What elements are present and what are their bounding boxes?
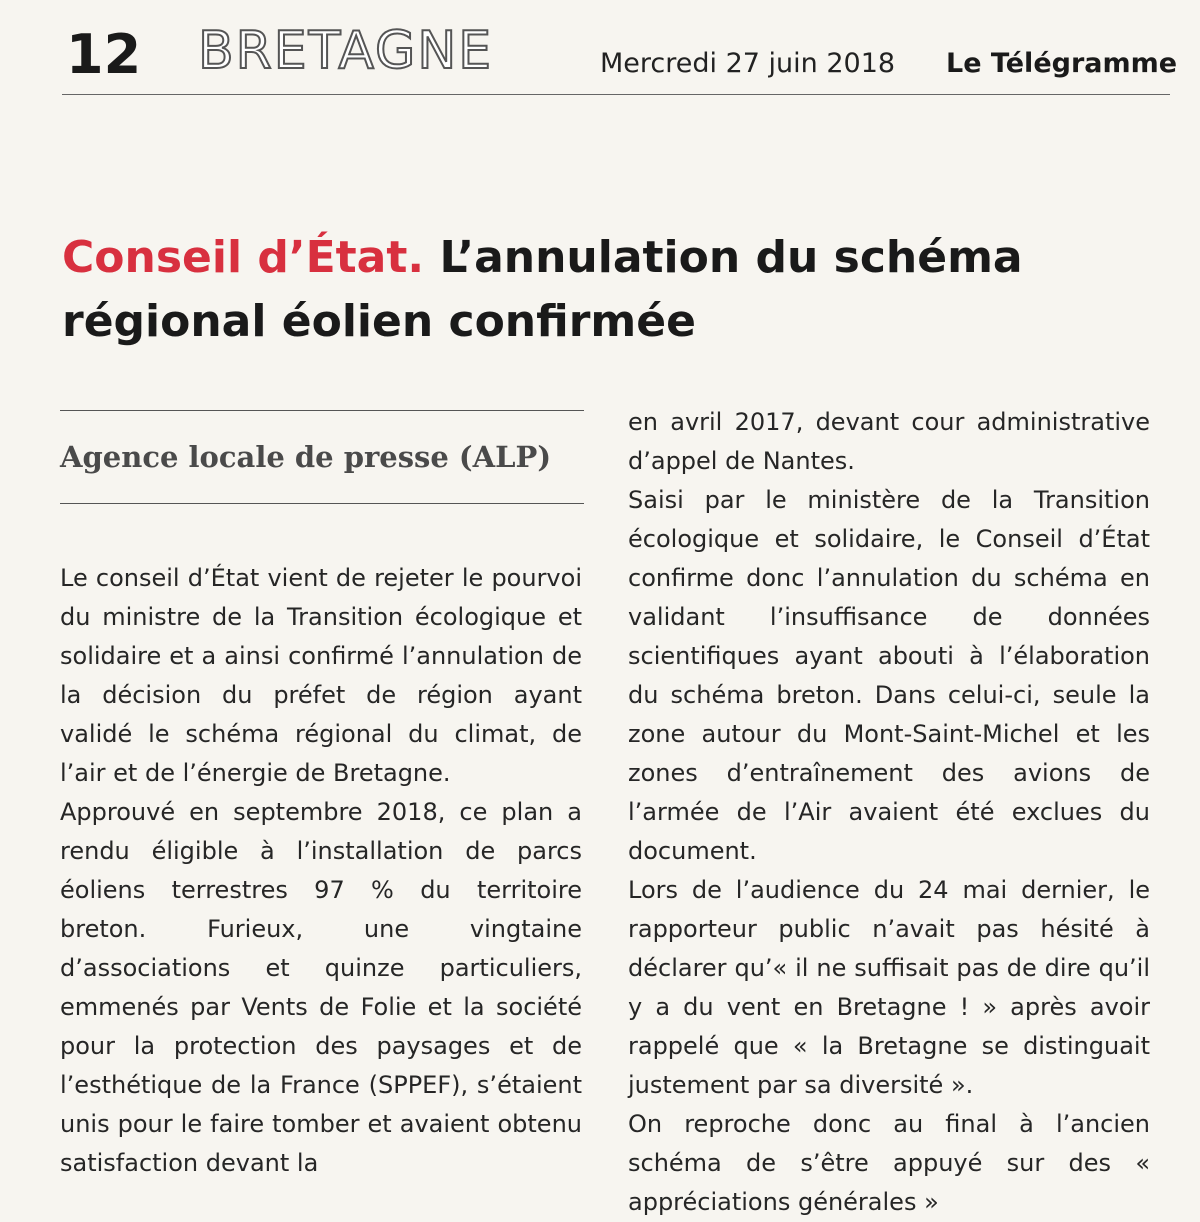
section-name: BRETAGNE — [198, 21, 494, 81]
issue-date: Mercredi 27 juin 2018 — [600, 48, 896, 79]
page-number: 12 — [66, 23, 142, 86]
paragraph: Approuvé en septembre 2018, ce plan a rendu éligible à l’installation de parcs éoliens terrestres 97 % du territoire breton. Furieux, une vingtaine d’associations et quinze particuliers, emmenés par Vents de Folie et la société pour la protection des paysages et de l’esthétique de la France (SPPEF), s’étaient unis pour le faire tomber et avaient obtenu satisfaction devant la — [60, 798, 582, 1177]
headline-text: L’annulation du schéma régional éolien confirmée — [62, 232, 1023, 347]
paragraph: On reproche donc au final à l’ancien schéma de s’être appuyé sur des « appréciations générales » — [628, 1110, 1150, 1216]
byline-rule-bottom — [60, 503, 584, 504]
headline-kicker: Conseil d’État. — [62, 232, 425, 283]
byline-rule-top — [60, 410, 584, 411]
paragraph: en avril 2017, devant cour administrative d’appel de Nantes. — [628, 408, 1150, 475]
header-rule — [62, 94, 1170, 95]
paragraph: Lors de l’audience du 24 mai dernier, le rapporteur public n’avait pas hésité à déclarer qu’« il ne suffisait pas de dire qu’il y a du vent en Bretagne ! » après avoir rappelé que « la Bretagne se distinguait justement par sa diversité ». — [628, 876, 1150, 1099]
article-column-right — [628, 403, 1150, 1222]
headline — [62, 226, 1162, 354]
byline: Agence locale de presse (ALP) — [60, 440, 552, 474]
newspaper-name: Le Télégramme — [946, 48, 1178, 79]
paragraph: Saisi par le ministère de la Transition écologique et solidaire, le Conseil d’État confirme donc l’annulation du schéma en validant l’insuffisance de données scientifiques ayant abouti à l’élaboration du schéma breton. Dans celui-ci, seule la zone autour du Mont-Saint-Michel et les zones d’entraînement des avions de l’armée de l’Air avaient été exclues du document. — [628, 486, 1150, 865]
paragraph: Le conseil d’État vient de rejeter le pourvoi du ministre de la Transition écologique et solidaire et a ainsi confirmé l’annulation de la décision du préfet de région ayant validé le schéma régional du climat, de l’air et de l’énergie de Bretagne. — [60, 564, 582, 787]
article-column-left — [60, 559, 582, 1183]
